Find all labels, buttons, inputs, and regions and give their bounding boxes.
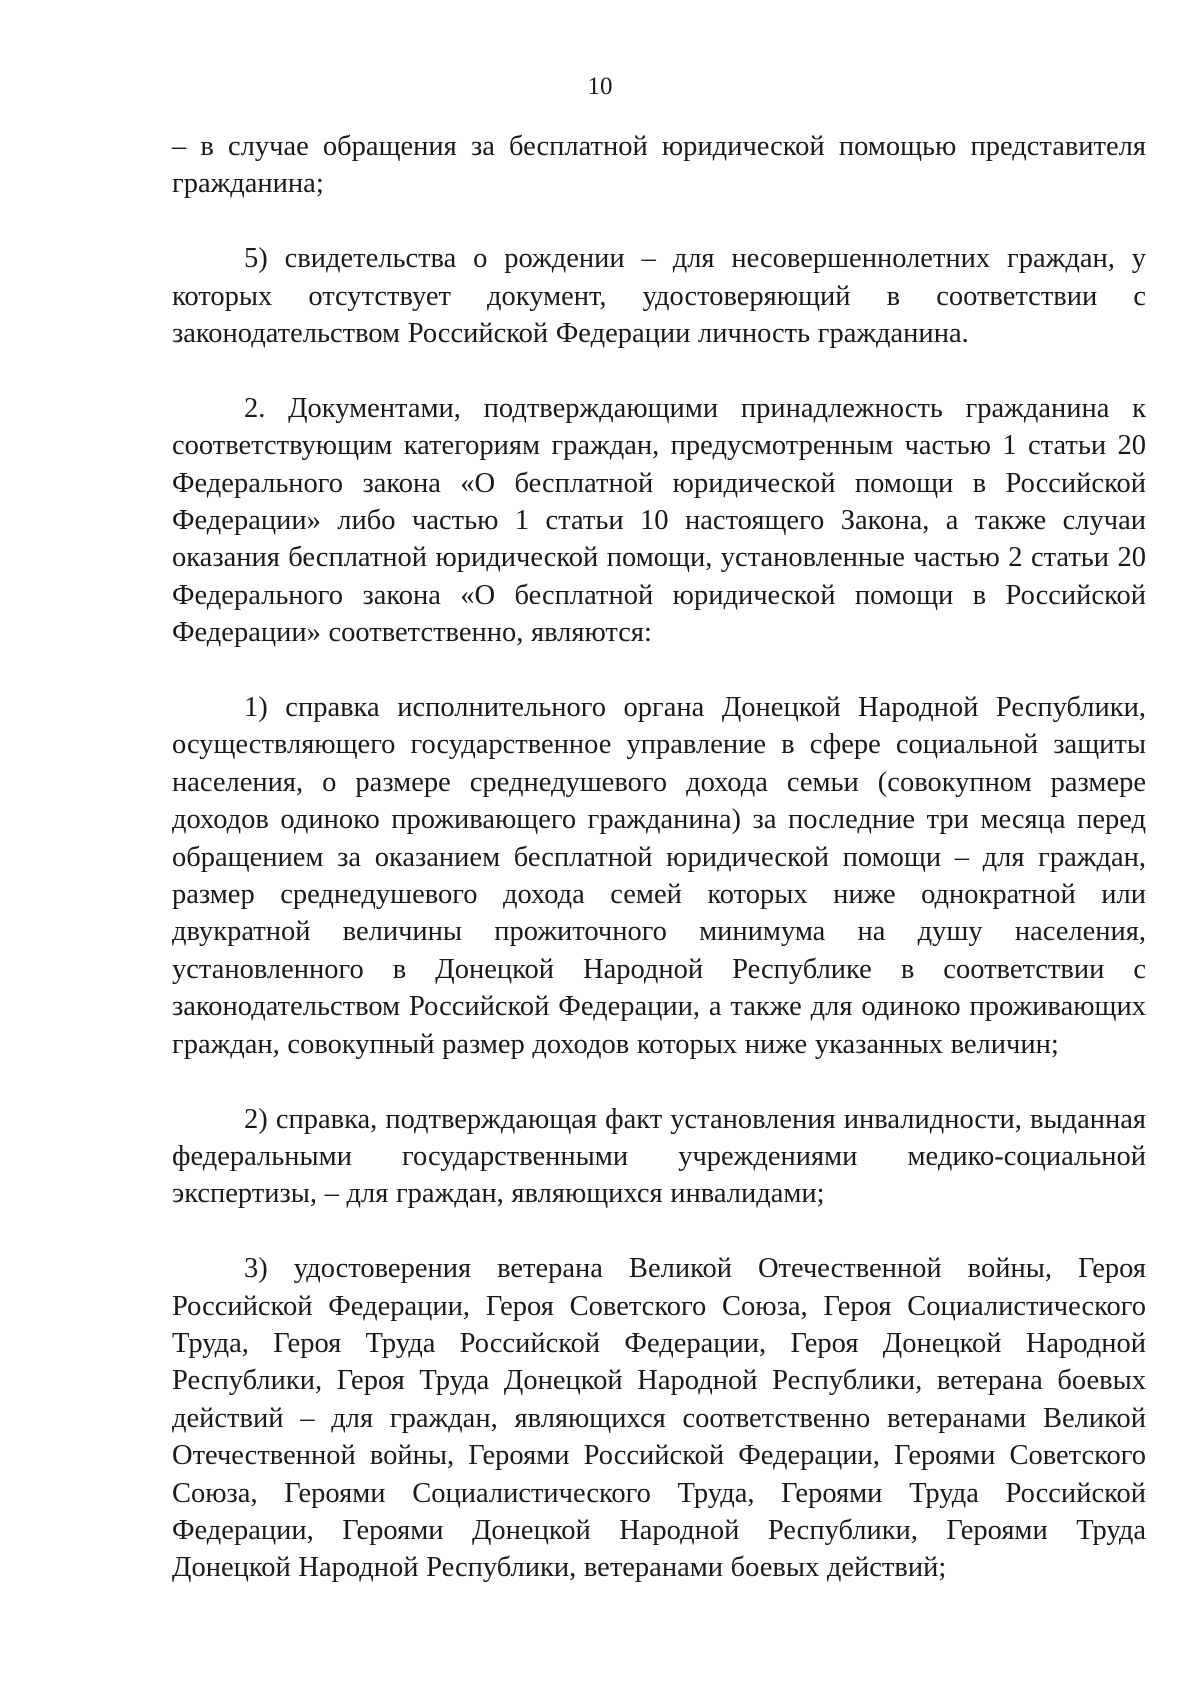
paragraph-item-5: 5) свидетельства о рождении – для несовершеннолетних граждан, у которых отсутствует документ, удостоверяющий в соответствии с законодательством Российской Федерации личность гражданина. — [172, 243, 1146, 350]
paragraph-item-1: 1) справка исполнительного органа Донецкой Народной Республики, осуществляющего государственное управление в сфере социальной защиты населения, о размере среднедушевого дохода семьи (совокупном размере доходов одиноко проживающего гражданина) за последние три месяца перед обращением за оказанием бесплатной юридической помощи – для граждан, размер среднедушевого дохода семей которых ниже однократной или двукратной величины прожиточного минимума на душу населения, установленного в Донецкой Народной Республике в соответствии с законодательством Российской Федерации, а также для одиноко проживающих граждан, совокупный размер доходов которых ниже указанных величин; — [172, 692, 1146, 1060]
paragraph-section-2: 2. Документами, подтверждающими принадлежность гражданина к соответствующим категориям граждан, предусмотренным частью 1 статьи 20 Федерального закона «О бесплатной юридической помощи в Российской Федерации» либо частью 1 статьи 10 настоящего Закона, а также случаи оказания бесплатной юридической помощи, установленные частью 2 статьи 20 Федерального закона «О бесплатной юридической помощи в Российской Федерации» соответственно, являются: — [172, 392, 1146, 649]
paragraph-item-3: 3) удостоверения ветерана Великой Отечественной войны, Героя Российской Федерации, Героя Советского Союза, Героя Социалистического Труда, Героя Труда Российской Федерации, Героя Донецкой Народной Республики, Героя Труда Донецкой Народной Республики, ветерана боевых действий – для граждан, являющихся соответственно ветеранами Великой Отечественной войны, Героями Российской Федерации, Героями Советского Союза, Героями Социалистического Труда, Героями Труда Российской Федерации, Героями Донецкой Народной Республики, Героями Труда Донецкой Народной Республики, ветеранами боевых действий; — [172, 1253, 1146, 1584]
paragraph-continuation: – в случае обращения за бесплатной юридической помощью представителя гражданина; — [172, 131, 1146, 200]
document-body — [172, 128, 1146, 1587]
paragraph-item-2: 2) справка, подтверждающая факт установления инвалидности, выданная федеральными государственными учреждениями медико-социальной экспертизы, – для граждан, являющихся инвалидами; — [172, 1103, 1146, 1210]
page-number: 10 — [587, 73, 613, 100]
